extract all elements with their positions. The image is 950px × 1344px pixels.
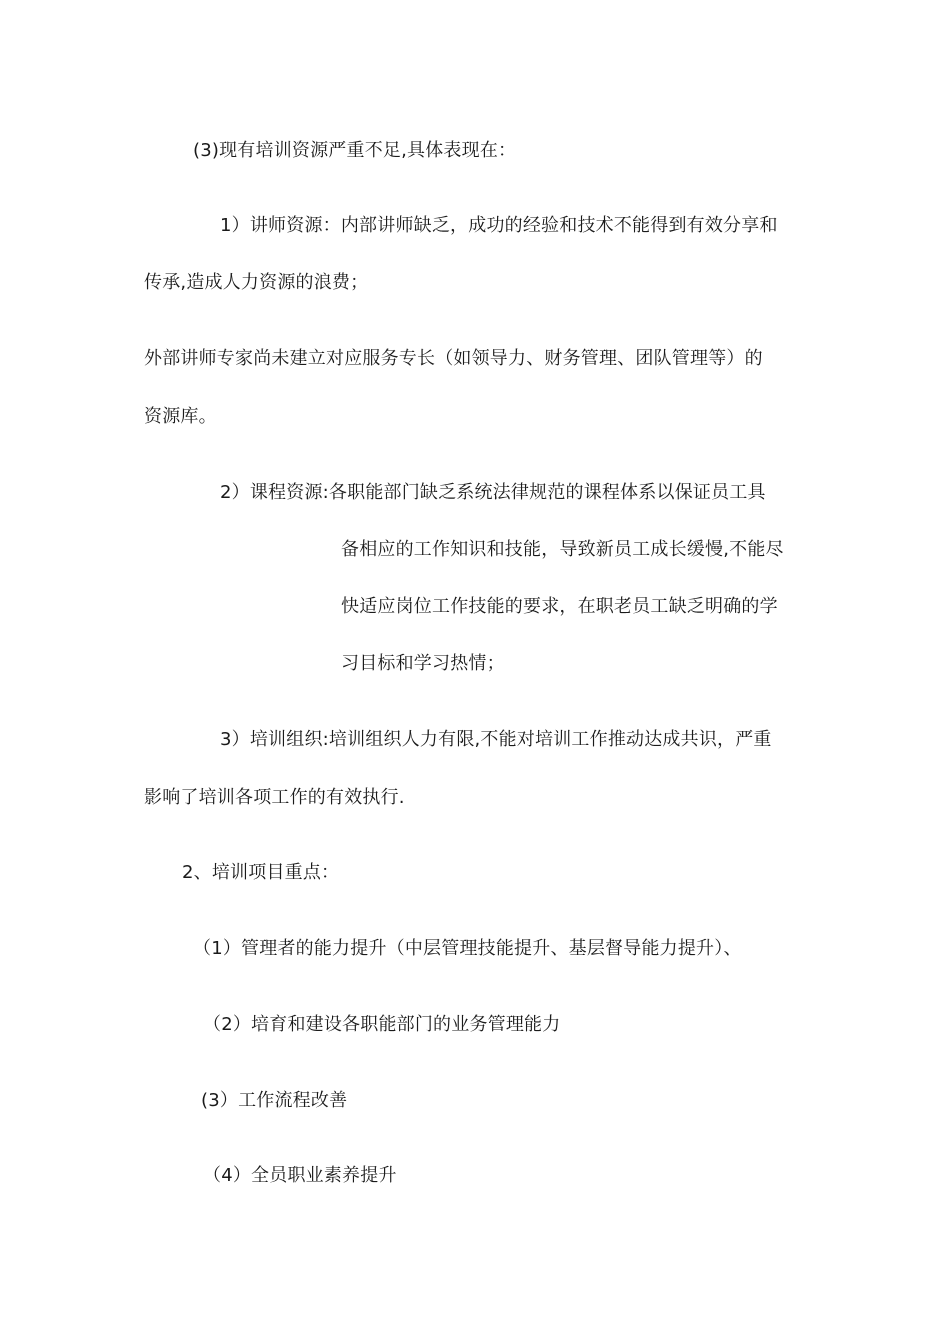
key-project-4: （4）全员职业素养提升 (203, 1165, 397, 1186)
item-training-organization-cont: 影响了培训各项工作的有效执行. (144, 787, 405, 808)
item-trainer-resources-cont: 传承,造成人力资源的浪费； (144, 272, 369, 293)
item-course-resources-cont-2: 快适应岗位工作技能的要求，在职老员工缺乏明确的学 (341, 596, 778, 617)
section-heading-resources: (3)现有培训资源严重不足,具体表现在： (193, 140, 517, 161)
item-training-organization: 3）培训组织:培训组织人力有限,不能对培训工作推动达成共识，严重 (220, 729, 772, 750)
key-project-2: （2）培育和建设各职能部门的业务管理能力 (203, 1014, 561, 1035)
item-course-resources-cont-3: 习目标和学习热情； (341, 653, 505, 674)
item-course-resources: 2）课程资源:各职能部门缺乏系统法律规范的课程体系以保证员工具 (220, 482, 766, 503)
item-course-resources-cont-1: 备相应的工作知识和技能，导致新员工成长缓慢,不能尽 (341, 539, 784, 560)
paragraph-external-trainers-cont: 资源库。 (144, 406, 217, 427)
paragraph-external-trainers: 外部讲师专家尚未建立对应服务专长（如领导力、财务管理、团队管理等）的 (144, 348, 763, 369)
key-project-1: （1）管理者的能力提升（中层管理技能提升、基层督导能力提升）、 (193, 938, 742, 959)
key-project-3: (3）工作流程改善 (201, 1090, 348, 1111)
item-trainer-resources: 1）讲师资源：内部讲师缺乏，成功的经验和技术不能得到有效分享和 (220, 215, 778, 236)
section-heading-key-projects: 2、培训项目重点： (182, 862, 340, 883)
